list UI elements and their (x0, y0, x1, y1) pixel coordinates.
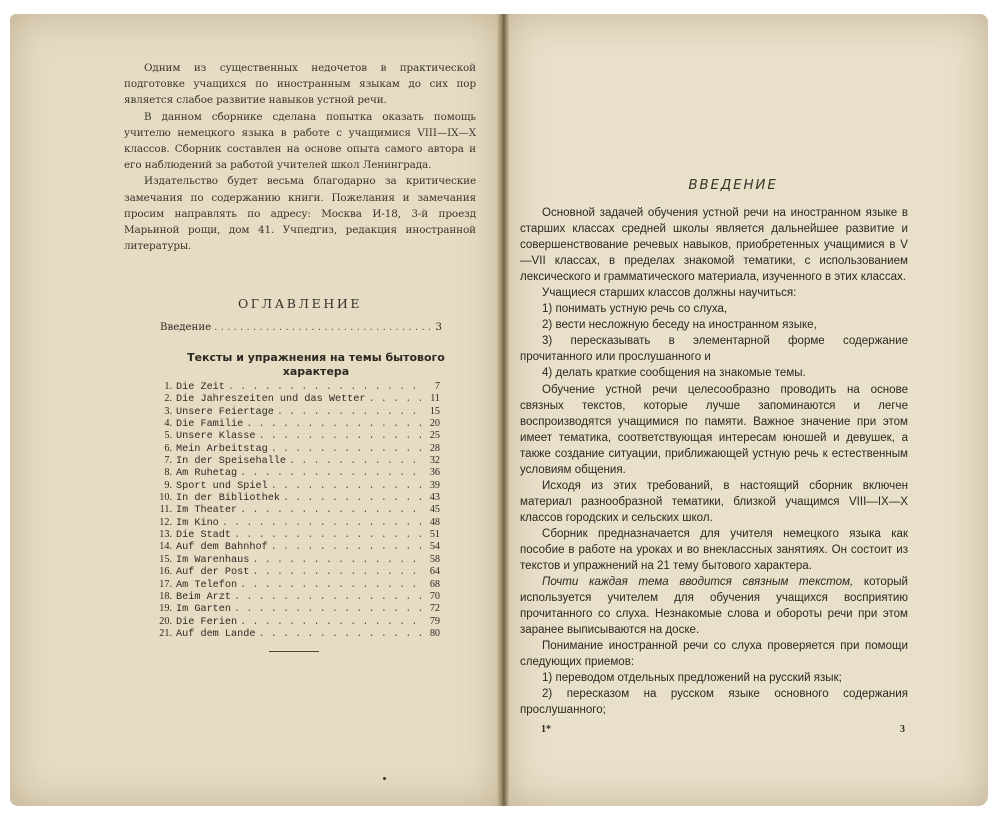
leader-dots (234, 530, 421, 541)
toc-item[interactable] (158, 579, 440, 591)
toc-item-page: 64 (429, 566, 440, 578)
toc-item-page: 54 (429, 541, 440, 553)
toc-item-title: Auf dem Lande (176, 628, 256, 640)
leader-dots (252, 555, 421, 566)
toc-item[interactable] (158, 393, 440, 405)
book-spine (497, 14, 509, 806)
toc-item-title: Die Jahreszeiten und das Wetter (176, 394, 366, 406)
toc-item-title: Auf dem Bahnhof (176, 542, 268, 554)
leader-dots (240, 580, 421, 591)
toc-item[interactable] (158, 554, 440, 566)
paper-speck (383, 777, 386, 780)
intro-list-item: 2) пересказом на русском языке основного содержания прослушанного; (520, 688, 908, 717)
intro-paragraph: Основной задачей обучения устной речи на иностранном языке в старших классах средней школы является дальнейшее развитие и совершенствование речевых навыков, приобретенных учащимися в V—VII классах, в пределах знакомой тематики, с использованием лексического и грамматического материала, изученного в этих классах. (520, 207, 908, 284)
toc-item-page: 15 (429, 405, 440, 417)
toc-item-page: 36 (429, 467, 440, 479)
toc-item[interactable] (158, 616, 440, 628)
leader-dots (283, 493, 421, 504)
leader-dots (271, 444, 421, 455)
toc-item[interactable] (158, 603, 440, 615)
toc-item[interactable] (158, 467, 440, 479)
toc-item-page: 80 (429, 627, 440, 639)
toc-item[interactable] (158, 591, 440, 603)
toc-item-title: Am Telefon (176, 579, 238, 591)
toc-item[interactable] (158, 628, 440, 640)
toc-item-page: 28 (429, 442, 440, 454)
leader-dots (369, 394, 421, 405)
toc-item-number: 6. (164, 442, 172, 454)
toc-item-page: 32 (429, 455, 440, 467)
leader-dots (222, 518, 421, 529)
toc-item-number: 9. (164, 479, 172, 491)
toc-item-page: 68 (429, 578, 440, 590)
toc-item[interactable] (158, 443, 440, 455)
leader-dots (240, 468, 421, 479)
intro-list-item: 1) понимать устную речь со слуха, (542, 303, 728, 316)
toc-section-heading: Тексты и упражнения на темы бытового характера (187, 351, 445, 378)
toc-item[interactable] (158, 480, 440, 492)
intro-paragraph: Учащиеся старших классов должны научиться: (542, 287, 797, 300)
toc-item-page: 72 (429, 603, 440, 615)
toc-item-title: Beim Arzt (176, 591, 232, 603)
leader-dots (289, 456, 421, 467)
leader-dots (258, 431, 421, 442)
leader-dots (228, 382, 421, 393)
toc-item-page: 45 (429, 504, 440, 516)
toc-item-page: 25 (429, 430, 440, 442)
toc-entry-page: 3 (435, 322, 442, 333)
leader-dots (277, 407, 421, 418)
intro-paragraph: Сборник предназначается для учителя немецкого языка как пособие в работе на уроках и во внеклассных занятиях. Он состоит из текстов и упражнений на 21 тему бытового характера. (520, 527, 908, 573)
leader-dots (234, 592, 421, 603)
toc-item-number: 5. (164, 430, 172, 442)
toc-item-title: Sport und Spiel (176, 480, 268, 492)
intro-emphasis: Почти каждая тема вводится связным текстом, (542, 576, 854, 589)
toc-item-title: In der Bibliothek (176, 493, 280, 505)
toc-item-title: Unsere Klasse (176, 431, 256, 443)
intro-paragraph: Исходя из этих требований, в настоящий сборник включен материал разнообразной тематики, близкой учащимся VIII—IX—X классов городских и сельских школ. (520, 479, 908, 524)
toc-item-number: 16. (159, 566, 172, 578)
intro-paragraph (520, 574, 908, 638)
intro-list-item: 3) пересказывать в элементарной форме содержание прочитанного или прослушанного и (520, 335, 908, 364)
toc-item-page: 48 (429, 516, 440, 528)
toc-item-number: 14. (159, 541, 172, 553)
intro-list-item: 1) переводом отдельных предложений на русский язык; (542, 672, 842, 685)
toc-item-title: Im Kino (176, 517, 219, 529)
toc-title: ОГЛАВЛЕНИЕ (237, 296, 363, 311)
toc-item-title: Auf der Post (176, 567, 250, 579)
toc-item-page: 51 (429, 529, 440, 541)
leader-dots (234, 604, 421, 615)
toc-item-number: 20. (159, 615, 172, 627)
toc-item-number: 2. (164, 393, 172, 405)
toc-item-number: 10. (159, 492, 172, 504)
toc-item-title: Die Zeit (176, 382, 225, 393)
toc-item-title: Im Garten (176, 604, 232, 616)
preface-paragraph: Одним из существенных недочетов в практической подготовке учащихся по иностранным языкам до сих пор является слабое развитие навыков устной речи. (124, 62, 476, 107)
leader-dots (258, 629, 421, 640)
introduction-heading: ВВЕДЕНИЕ (688, 177, 778, 193)
toc-item-number: 4. (164, 418, 172, 430)
toc-item-title: Am Ruhetag (176, 468, 238, 480)
toc-item-number: 8. (164, 467, 172, 479)
toc-item-title: Im Warenhaus (176, 554, 250, 566)
toc-item[interactable] (158, 430, 440, 442)
leader-dots (246, 419, 421, 430)
toc-item[interactable] (158, 418, 440, 430)
toc-item-page: 58 (429, 553, 440, 565)
intro-paragraph: Понимание иностранной речи со слуха проверяется при помощи следующих приемов: (520, 640, 908, 669)
page-number: 3 (900, 724, 905, 735)
introduction-text (520, 205, 908, 719)
toc-item-page: 7 (434, 381, 440, 392)
toc-item-number: 7. (164, 455, 172, 467)
toc-item-number: 15. (159, 553, 172, 565)
toc-item-title: Mein Arbeitstag (176, 443, 268, 455)
intro-list-item: 2) вести несложную беседу на иностранном языке, (542, 319, 817, 332)
toc-item[interactable] (158, 455, 440, 467)
leader-dots (271, 542, 421, 553)
toc-item[interactable] (158, 381, 440, 393)
toc-item-number: 19. (159, 603, 172, 615)
toc-item-title: Die Ferien (176, 616, 238, 628)
toc-item-number: 17. (159, 578, 172, 590)
toc-item[interactable] (158, 517, 440, 529)
toc-item-title: Im Theater (176, 505, 238, 517)
toc-item-page: 20 (429, 418, 440, 430)
leader-dots (271, 481, 421, 492)
toc-entry-title: Введение (160, 322, 212, 333)
preface-paragraph: Издательство будет весьма благодарно за критические замечания по содержанию книги. Пожелания и замечания просим направлять по адресу: Москва И-18, 3-й проезд Марьиной рощи, дом 41. Учпедгиз, редакция иностранной литературы. (124, 175, 476, 253)
toc-item[interactable] (158, 541, 440, 553)
leader-dots (252, 567, 421, 578)
toc-item-title: In der Speisehalle (176, 456, 287, 468)
toc-item-title: Unsere Feiertage (176, 406, 274, 418)
toc-entry-introduction[interactable] (160, 322, 442, 333)
toc-item-page: 39 (429, 479, 440, 491)
toc-item-number: 13. (159, 529, 172, 541)
toc-item[interactable] (158, 566, 440, 578)
leader-dots (214, 322, 432, 333)
toc-item-page: 43 (429, 492, 440, 504)
toc-item-page: 79 (429, 615, 440, 627)
toc-item-number: 12. (159, 516, 172, 528)
toc-item[interactable] (158, 504, 440, 516)
toc-item-number: 3. (164, 405, 172, 417)
toc-item-page: 70 (429, 590, 440, 602)
toc-item-number: 1. (164, 381, 172, 392)
toc-item[interactable] (158, 529, 440, 541)
leader-dots (240, 505, 421, 516)
signature-mark: 1* (541, 724, 551, 735)
toc-item[interactable] (158, 492, 440, 504)
leader-dots (240, 617, 421, 628)
toc-list (158, 381, 440, 640)
toc-item-number: 21. (159, 627, 172, 639)
toc-item-number: 11. (159, 504, 172, 516)
toc-item-page: 11 (430, 393, 440, 405)
intro-paragraph-rest: который используется учителем для обучения учащихся восприятию прочитанного со слуха. Незнакомые слова и обороты речи при этом заранее выписываются на доске. (520, 576, 909, 637)
toc-item-title: Die Familie (176, 419, 244, 431)
divider-rule (269, 651, 319, 652)
toc-item-number: 18. (159, 590, 172, 602)
preface-text (124, 60, 476, 254)
preface-paragraph: В данном сборнике сделана попытка оказать помощь учителю немецкого языка в работе с учащимися VIII—IX—X классов. Сборник составлен на основе опыта самого автора и его наблюдений за работой учителей школ Ленинграда. (124, 110, 476, 172)
intro-paragraph: Обучение устной речи целесообразно проводить на основе связных текстов, которые лучше запоминаются и легче воспроизводятся учащимися по памяти. Важное значение при этом имеет тематика, соответствующая интересам юношей и девушек, а также создание ситуации, приближающей устную речь к естественным условиям общения. (520, 383, 908, 476)
toc-item-title: Die Stadt (176, 530, 232, 542)
intro-list-item: 4) делать краткие сообщения на знакомые темы. (542, 367, 806, 380)
toc-item[interactable] (158, 406, 440, 418)
